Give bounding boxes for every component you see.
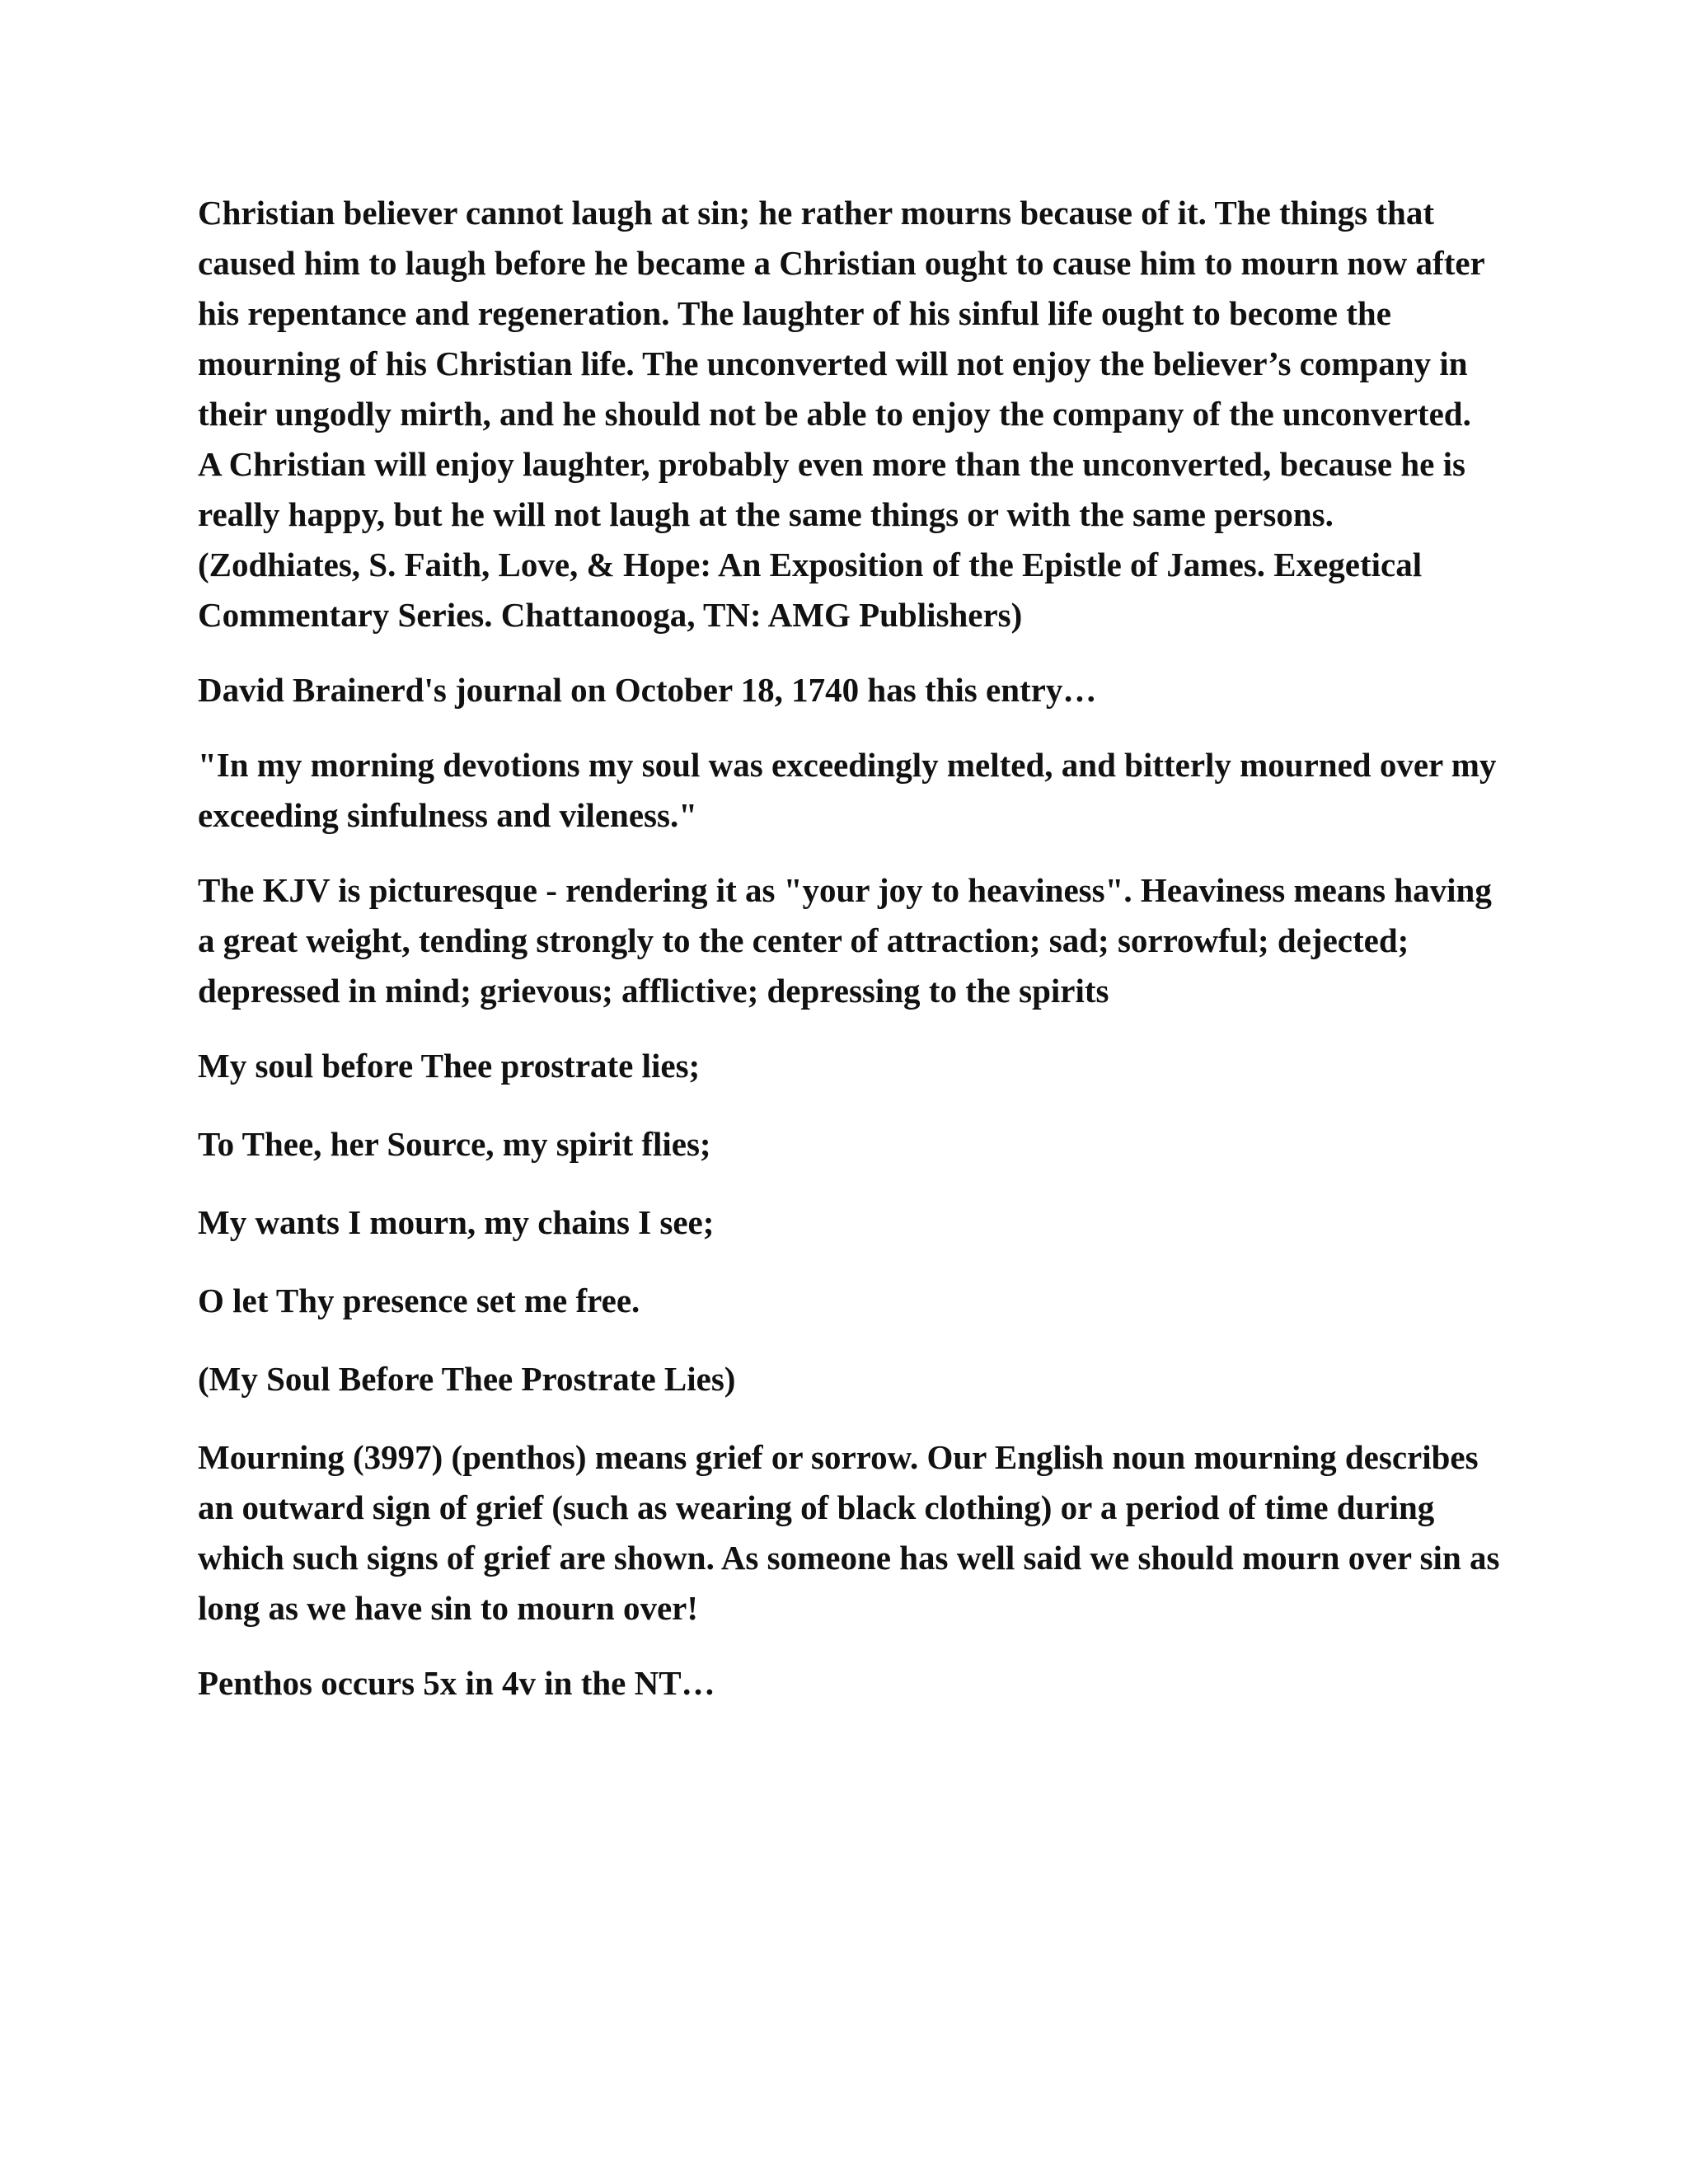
brainerd-journal-quote: "In my morning devotions my soul was exceedingly melted, and bitterly mourned over my exceeding sinfulness and vileness.": [198, 746, 1497, 834]
hymn-line-3: My wants I mourn, my chains I see;: [198, 1203, 715, 1241]
penthos-occurrences-paragraph: Penthos occurs 5x in 4v in the NT…: [198, 1664, 715, 1702]
kjv-heaviness-paragraph: The KJV is picturesque - rendering it as "your joy to heaviness". Heaviness means having a great weight, tending strongly to the center of attraction; sad; sorrowful; dejected; depressed in mind; grievous; afflictive; depressing to the spirits: [198, 871, 1492, 1010]
document-page: [198, 188, 1500, 1733]
zodhiates-quote-paragraph: Christian believer cannot laugh at sin; he rather mourns because of it. The things that caused him to laugh before he became a Christian ought to cause him to mourn now after his repentance and regeneration. The laughter of his sinful life ought to become the mourning of his Christian life. The unconverted will not enjoy the believer’s company in their ungodly mirth, and he should not be able to enjoy the company of the unconverted. A Christian will enjoy laughter, probably even more than the unconverted, because he is really happy, but he will not laugh at the same things or with the same persons. (Zodhiates, S. Faith, Love, & Hope: An Exposition of the Epistle of James. Exegetical Commentary Series. Chattanooga, TN: AMG Publishers): [198, 194, 1485, 634]
hymn-line-1: My soul before Thee prostrate lies;: [198, 1047, 701, 1085]
brainerd-intro-paragraph: David Brainerd's journal on October 18, 1740 has this entry…: [198, 671, 1097, 709]
mourning-definition-paragraph: Mourning (3997) (penthos) means grief or sorrow. Our English noun mourning describes an outward sign of grief (such as wearing of black clothing) or a period of time during which such signs of grief are shown. As someone has well said we should mourn over sin as long as we have sin to mourn over!: [198, 1438, 1500, 1627]
hymn-line-4: O let Thy presence set me free.: [198, 1282, 640, 1319]
hymn-line-2: To Thee, her Source, my spirit flies;: [198, 1125, 711, 1163]
hymn-title: (My Soul Before Thee Prostrate Lies): [198, 1360, 736, 1398]
